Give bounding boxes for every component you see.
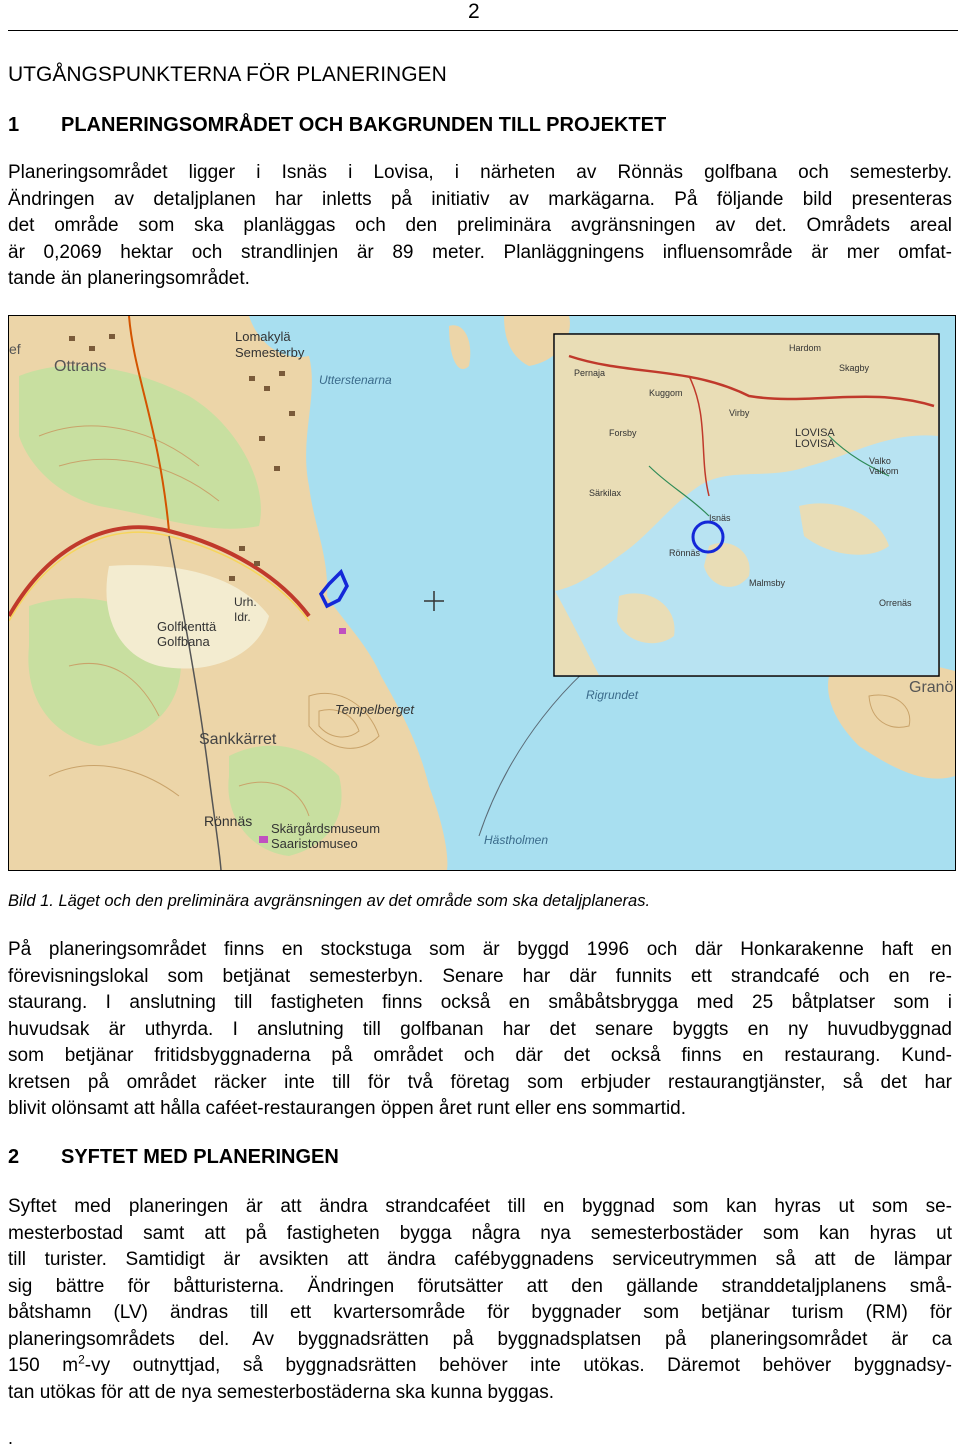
- section-1-paragraph: [8, 160, 952, 293]
- section-2-number: 2: [8, 1146, 20, 1168]
- section-2-paragraph: [8, 1194, 952, 1406]
- inset-label-valko: Valko: [869, 456, 891, 466]
- paragraph-line: blivit olönsamt att hålla caféet-restaurangen öppen året runt eller ens sommartid.: [8, 1098, 687, 1119]
- paragraph-line: Planeringsområdet ligger i Isnäs i Lovisa, i närheten av Rönnäs golfbana och semesterby.: [8, 162, 952, 183]
- cafe-marker: [339, 628, 346, 634]
- inset-label-loviisa: LOVISA: [795, 438, 835, 450]
- inset-label-virby: Virby: [729, 408, 750, 418]
- section-1-heading: [8, 114, 666, 137]
- label-grano: Granö: [909, 679, 954, 696]
- main-heading: UTGÅNGSPUNKTERNA FÖR PLANERINGEN: [8, 63, 447, 86]
- label-tempelberget: Tempelberget: [335, 702, 415, 717]
- inset-label-sarkilax: Särkilax: [589, 488, 622, 498]
- location-map: [8, 315, 956, 871]
- paragraph-line: Ändringen av detaljplanen har inletts på initiativ av markägarna. På följande bild presenteras: [8, 188, 952, 210]
- map-graphic: [9, 316, 955, 870]
- paragraph-line: sig bättre för båtturisterna. Ändringen förutsätter att den gällande stranddetaljplanens små-: [8, 1275, 952, 1297]
- label-ronnas: Rönnäs: [204, 813, 253, 829]
- label-hastholmen: Hästholmen: [484, 833, 549, 847]
- label-ef: ef: [9, 341, 21, 357]
- paragraph-line: till turister. Samtidigt är avsikten att ändra cafébyggnadens serviceutrymmen så att de lämpar: [8, 1249, 952, 1270]
- label-golfkentta: Golfkenttä: [157, 619, 217, 634]
- inset-label-isnas: Isnäs: [709, 513, 731, 523]
- paragraph-line-with-superscript: [8, 1353, 952, 1380]
- inset-label-forsby: Forsby: [609, 428, 637, 438]
- inset-label-pernaja: Pernaja: [574, 368, 606, 378]
- paragraph-line: är 0,2069 hektar och strandlinjen är 89 meter. Planläggningens influensområde är mer omfat-: [8, 241, 952, 263]
- label-idr: Idr.: [234, 610, 251, 624]
- inset-label-lovisa: LOVISA: [795, 427, 835, 439]
- label-utterstenarna: Utterstenarna: [319, 373, 392, 387]
- inset-label-skagby: Skagby: [839, 363, 870, 373]
- paragraph-line: som betjänar fritidsbyggnaderna på området och där det också finns en restaurang. Kund-: [8, 1045, 952, 1066]
- paragraph-line: båtshamn (LV) ändras till ett kvartersområde för byggnader som betjänar turism (RM) för: [8, 1302, 952, 1323]
- trailing-dot: .: [8, 1428, 14, 1448]
- paragraph-line: På planeringsområdet finns en stockstuga som är byggd 1996 och där Honkarakenne haft en: [8, 939, 952, 960]
- paragraph-line: planeringsområdets del. Av byggnadsrätten på byggnadsplatsen på planeringsområdet är ca: [8, 1328, 952, 1350]
- section-1-number: 1: [8, 114, 20, 136]
- label-ottrans: Ottrans: [54, 358, 107, 375]
- inset-label-kuggom: Kuggom: [649, 388, 683, 398]
- figure-caption: Bild 1. Läget och den preliminära avgränsningen av det område som ska detaljplaneras.: [8, 892, 651, 910]
- paragraph-line: tande än planeringsområdet.: [8, 268, 250, 289]
- label-skargardsmuseum: Skärgårdsmuseum: [271, 821, 381, 836]
- label-saaristomuseo: Saaristomuseo: [271, 836, 358, 851]
- inset-label-orrenas: Orrenäs: [879, 598, 912, 608]
- paragraph-line: kretsen på området räcker inte till för två företag som erbjuder restaurangtjänster, så det har: [8, 1071, 952, 1093]
- background-paragraph: [8, 937, 952, 1123]
- inset-label-ronnas: Rönnäs: [669, 548, 701, 558]
- paragraph-line: tan utökas för att de nya semesterbostäderna ska kunna byggas.: [8, 1381, 555, 1403]
- section-2-heading: [8, 1146, 339, 1169]
- paragraph-line: förevisningslokal som betjänat semesterbyn. Senare har där funnits ett strandcafé och en re-: [8, 965, 952, 987]
- inset-label-valkom: Valkom: [869, 466, 899, 476]
- section-2-title: SYFTET MED PLANERINGEN: [61, 1146, 339, 1168]
- label-golfbana: Golfbana: [157, 634, 210, 649]
- paragraph-line: mesterbostad samt att på fastigheten bygga några nya semesterbostäder som kan hyras ut: [8, 1222, 952, 1244]
- label-sankkarret: Sankkärret: [199, 731, 277, 748]
- paragraph-line: huvudsak är uthyrda. I anslutning till golfbanan har det senare byggts en ny huvudbyggnad: [8, 1018, 952, 1040]
- overview-inset-map: [554, 334, 939, 676]
- paragraph-line: det område som ska planläggas och den preliminära avgränsningen av det. Områdets areal: [8, 215, 952, 236]
- section-1-title: PLANERINGSOMRÅDET OCH BAKGRUNDEN TILL PROJEKTET: [61, 114, 667, 136]
- inset-label-hardom: Hardom: [789, 343, 822, 353]
- label-urh: Urh.: [234, 595, 257, 609]
- museum-marker: [259, 836, 268, 843]
- label-rigrundet: Rigrundet: [586, 688, 639, 702]
- page-number: 2: [468, 0, 480, 23]
- area-value: 150 m: [8, 1355, 79, 1376]
- header-divider: [8, 30, 958, 31]
- line-text: -vy outnyttjad, så byggnadsrätten behöver inte utökas. Däremot behöver byggnadsy-: [84, 1355, 952, 1376]
- area-unit-superscript: 2: [78, 1352, 85, 1367]
- label-lomakyla: Lomakylä: [235, 329, 291, 344]
- inset-label-malmsby: Malmsby: [749, 578, 786, 588]
- paragraph-line: staurang. I anslutning till fastigheten finns också en småbåtsbrygga med 25 båtplatser som i: [8, 992, 952, 1013]
- paragraph-line: Syftet med planeringen är att ändra strandcaféet till en byggnad som kan hyras ut som se-: [8, 1196, 952, 1217]
- label-semesterby: Semesterby: [235, 345, 305, 360]
